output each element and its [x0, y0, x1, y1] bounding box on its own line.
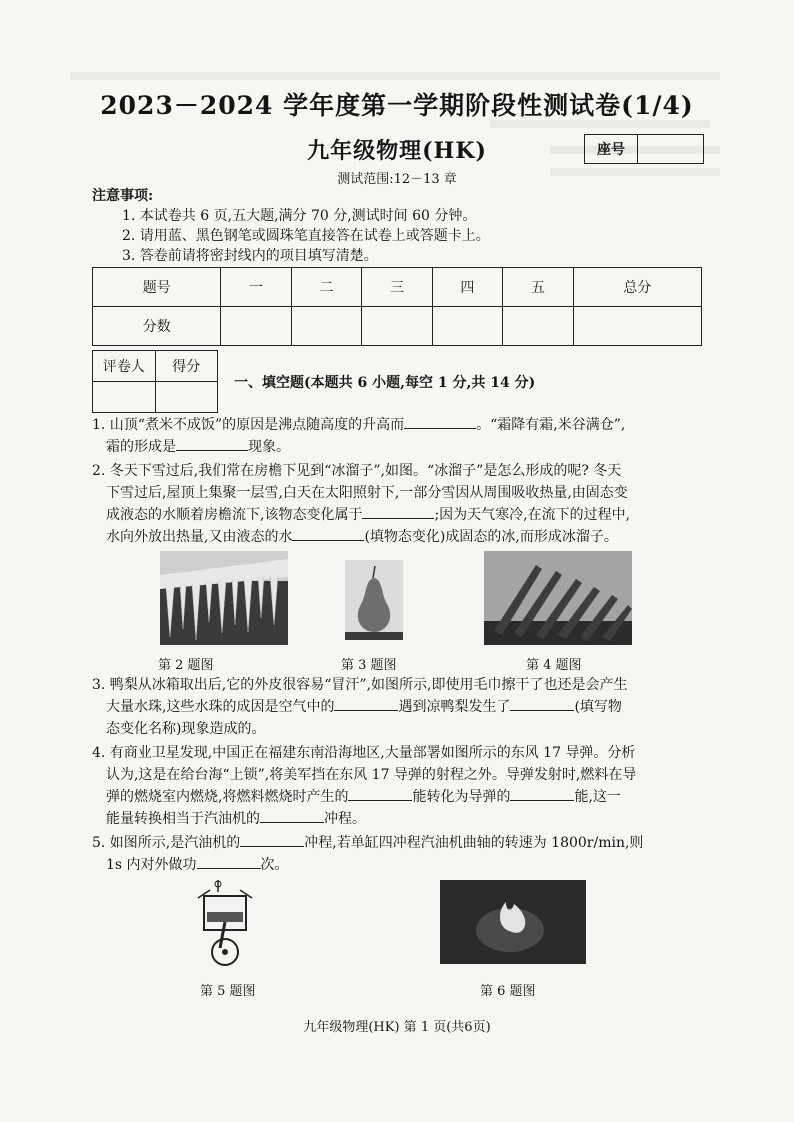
notes-item: 1. 本试卷共 6 页,五大题,满分 70 分,测试时间 60 分钟。 — [122, 208, 477, 224]
figure-4-missiles-image — [484, 551, 632, 645]
score-table-header-row — [93, 268, 702, 307]
figure-2-caption: 第 2 题图 — [158, 658, 214, 673]
q5-text: 5. 如图所示,是汽油机的 — [92, 835, 241, 851]
score-table-header: 三 — [362, 268, 432, 307]
missiles-illustration — [484, 551, 632, 645]
exam-subtitle: 九年级物理(HK) — [307, 138, 487, 164]
q3-text: 遇到凉鸭梨发生了 — [398, 699, 511, 715]
answer-blank[interactable] — [176, 436, 248, 451]
question-5 — [92, 832, 712, 876]
section-title: 一、填空题(本题共 6 小题,每空 1 分,共 14 分) — [234, 375, 536, 391]
figure-4-caption: 第 4 题图 — [526, 658, 582, 673]
answer-blank[interactable] — [404, 414, 476, 429]
q2-text: 成液态的水顺着房檐流下,该物态变化属于 — [106, 507, 363, 523]
answer-blank[interactable] — [197, 854, 261, 869]
score-table-header: 二 — [291, 268, 361, 307]
q4-text: 能,这一 — [574, 789, 621, 805]
figure-3-caption: 第 3 题图 — [341, 658, 397, 673]
score-cell[interactable] — [432, 307, 502, 346]
q1-text: 现象。 — [248, 439, 290, 455]
score-cell[interactable] — [291, 307, 361, 346]
q4-text: 认为,这是在给台海“上锁”,将美军挡在东风 17 导弹的射程之外。导弹发射时,燃料在导 — [106, 767, 637, 783]
q2-text: 下雪过后,屋顶上集聚一层雪,白天在太阳照射下,一部分雪因从周围吸收热量,由固态变 — [106, 485, 628, 501]
score-table-header: 总分 — [573, 268, 701, 307]
figure-6-flame-image — [440, 880, 586, 964]
reviewer-label: 评卷人 — [93, 351, 156, 382]
q3-text: 3. 鸭梨从冰箱取出后,它的外皮很容易“冒汗”,如图所示,即使用毛巾擦干了也还是会产生 — [92, 677, 628, 693]
score-cell[interactable] — [362, 307, 432, 346]
score-table-header: 题号 — [93, 268, 221, 307]
test-scope: 测试范围:12－13 章 — [337, 172, 457, 187]
score-cell[interactable] — [221, 307, 291, 346]
question-1 — [92, 414, 712, 458]
answer-blank[interactable] — [510, 696, 574, 711]
q5-text: 1s 内对外做功 — [106, 857, 197, 873]
seat-number-field[interactable] — [638, 135, 703, 163]
q4-text: 能量转换相当于汽油机的 — [106, 811, 260, 827]
answer-blank[interactable] — [362, 504, 434, 519]
score-table-header: 一 — [221, 268, 291, 307]
reviewer-cell[interactable] — [93, 382, 156, 413]
answer-blank[interactable] — [348, 786, 412, 801]
score-cell[interactable] — [573, 307, 701, 346]
q1-text: 霜的形成是 — [106, 439, 176, 455]
seat-number-box[interactable] — [584, 134, 704, 164]
q5-text: 次。 — [260, 857, 289, 873]
notes-section — [92, 186, 490, 266]
q4-text: 能转化为导弹的 — [412, 789, 511, 805]
grader-table — [92, 350, 218, 413]
q3-text: (填写物 — [574, 699, 622, 715]
figure-6-caption: 第 6 题图 — [480, 984, 536, 999]
q1-text: 。“霜降有霜,米谷满仓”, — [476, 417, 626, 433]
q4-text: 冲程。 — [324, 811, 366, 827]
answer-blank[interactable] — [334, 696, 398, 711]
score-table-header: 五 — [503, 268, 573, 307]
icicles-illustration — [160, 551, 288, 645]
answer-blank[interactable] — [510, 786, 574, 801]
q4-text: 4. 有商业卫星发现,中国正在福建东南沿海地区,大量部署如图所示的东风 17 导弹。分析 — [92, 745, 636, 761]
pear-illustration — [345, 560, 403, 640]
notes-item: 2. 请用蓝、黑色钢笔或圆珠笔直接答在试卷上或答题卡上。 — [122, 228, 490, 244]
q2-text: 水向外放出热量,又由液态的水 — [106, 529, 293, 545]
score-row-label: 分数 — [93, 307, 221, 346]
answer-blank[interactable] — [292, 526, 364, 541]
flame-illustration — [440, 880, 586, 964]
figure-5-caption: 第 5 题图 — [200, 984, 256, 999]
figure-2-icicles-image — [160, 551, 288, 645]
figure-3-pear-image — [345, 560, 403, 640]
figure-5-engine-diagram — [190, 878, 260, 970]
answer-blank[interactable] — [260, 808, 324, 823]
q2-text: (填物态变化)成固态的冰,而形成冰溜子。 — [364, 529, 618, 545]
question-2 — [92, 460, 712, 548]
score-table — [92, 267, 702, 346]
engine-cylinder-icon — [190, 878, 260, 970]
score-table-row — [93, 307, 702, 346]
answer-blank[interactable] — [240, 832, 304, 847]
seat-label: 座号 — [585, 135, 638, 163]
notes-heading: 注意事项: — [92, 188, 154, 204]
q5-text: 冲程,若单缸四冲程汽油机曲轴的转速为 1800r/min,则 — [304, 835, 644, 851]
exam-title: 2023－2024 学年度第一学期阶段性测试卷(1/4) — [100, 91, 694, 120]
question-3 — [92, 674, 712, 740]
score-entry-cell[interactable] — [155, 382, 218, 413]
score-label: 得分 — [155, 351, 218, 382]
q1-text: 1. 山顶“煮米不成饭”的原因是沸点随高度的升高而 — [92, 417, 405, 433]
q4-text: 弹的燃烧室内燃烧,将燃料燃烧时产生的 — [106, 789, 349, 805]
page-footer: 九年级物理(HK) 第 1 页(共6页) — [303, 1020, 491, 1035]
question-4 — [92, 742, 712, 830]
q2-text: 2. 冬天下雪过后,我们常在房檐下见到“冰溜子”,如图。“冰溜子”是怎么形成的呢? 冬天 — [92, 463, 622, 479]
score-table-header: 四 — [432, 268, 502, 307]
q2-text: ;因为天气寒冷,在流下的过程中, — [434, 507, 631, 523]
q3-text: 态变化名称)现象造成的。 — [106, 721, 266, 737]
notes-item: 3. 答卷前请将密封线内的项目填写清楚。 — [122, 248, 378, 264]
score-cell[interactable] — [503, 307, 573, 346]
q3-text: 大量水珠,这些水珠的成因是空气中的 — [106, 699, 335, 715]
